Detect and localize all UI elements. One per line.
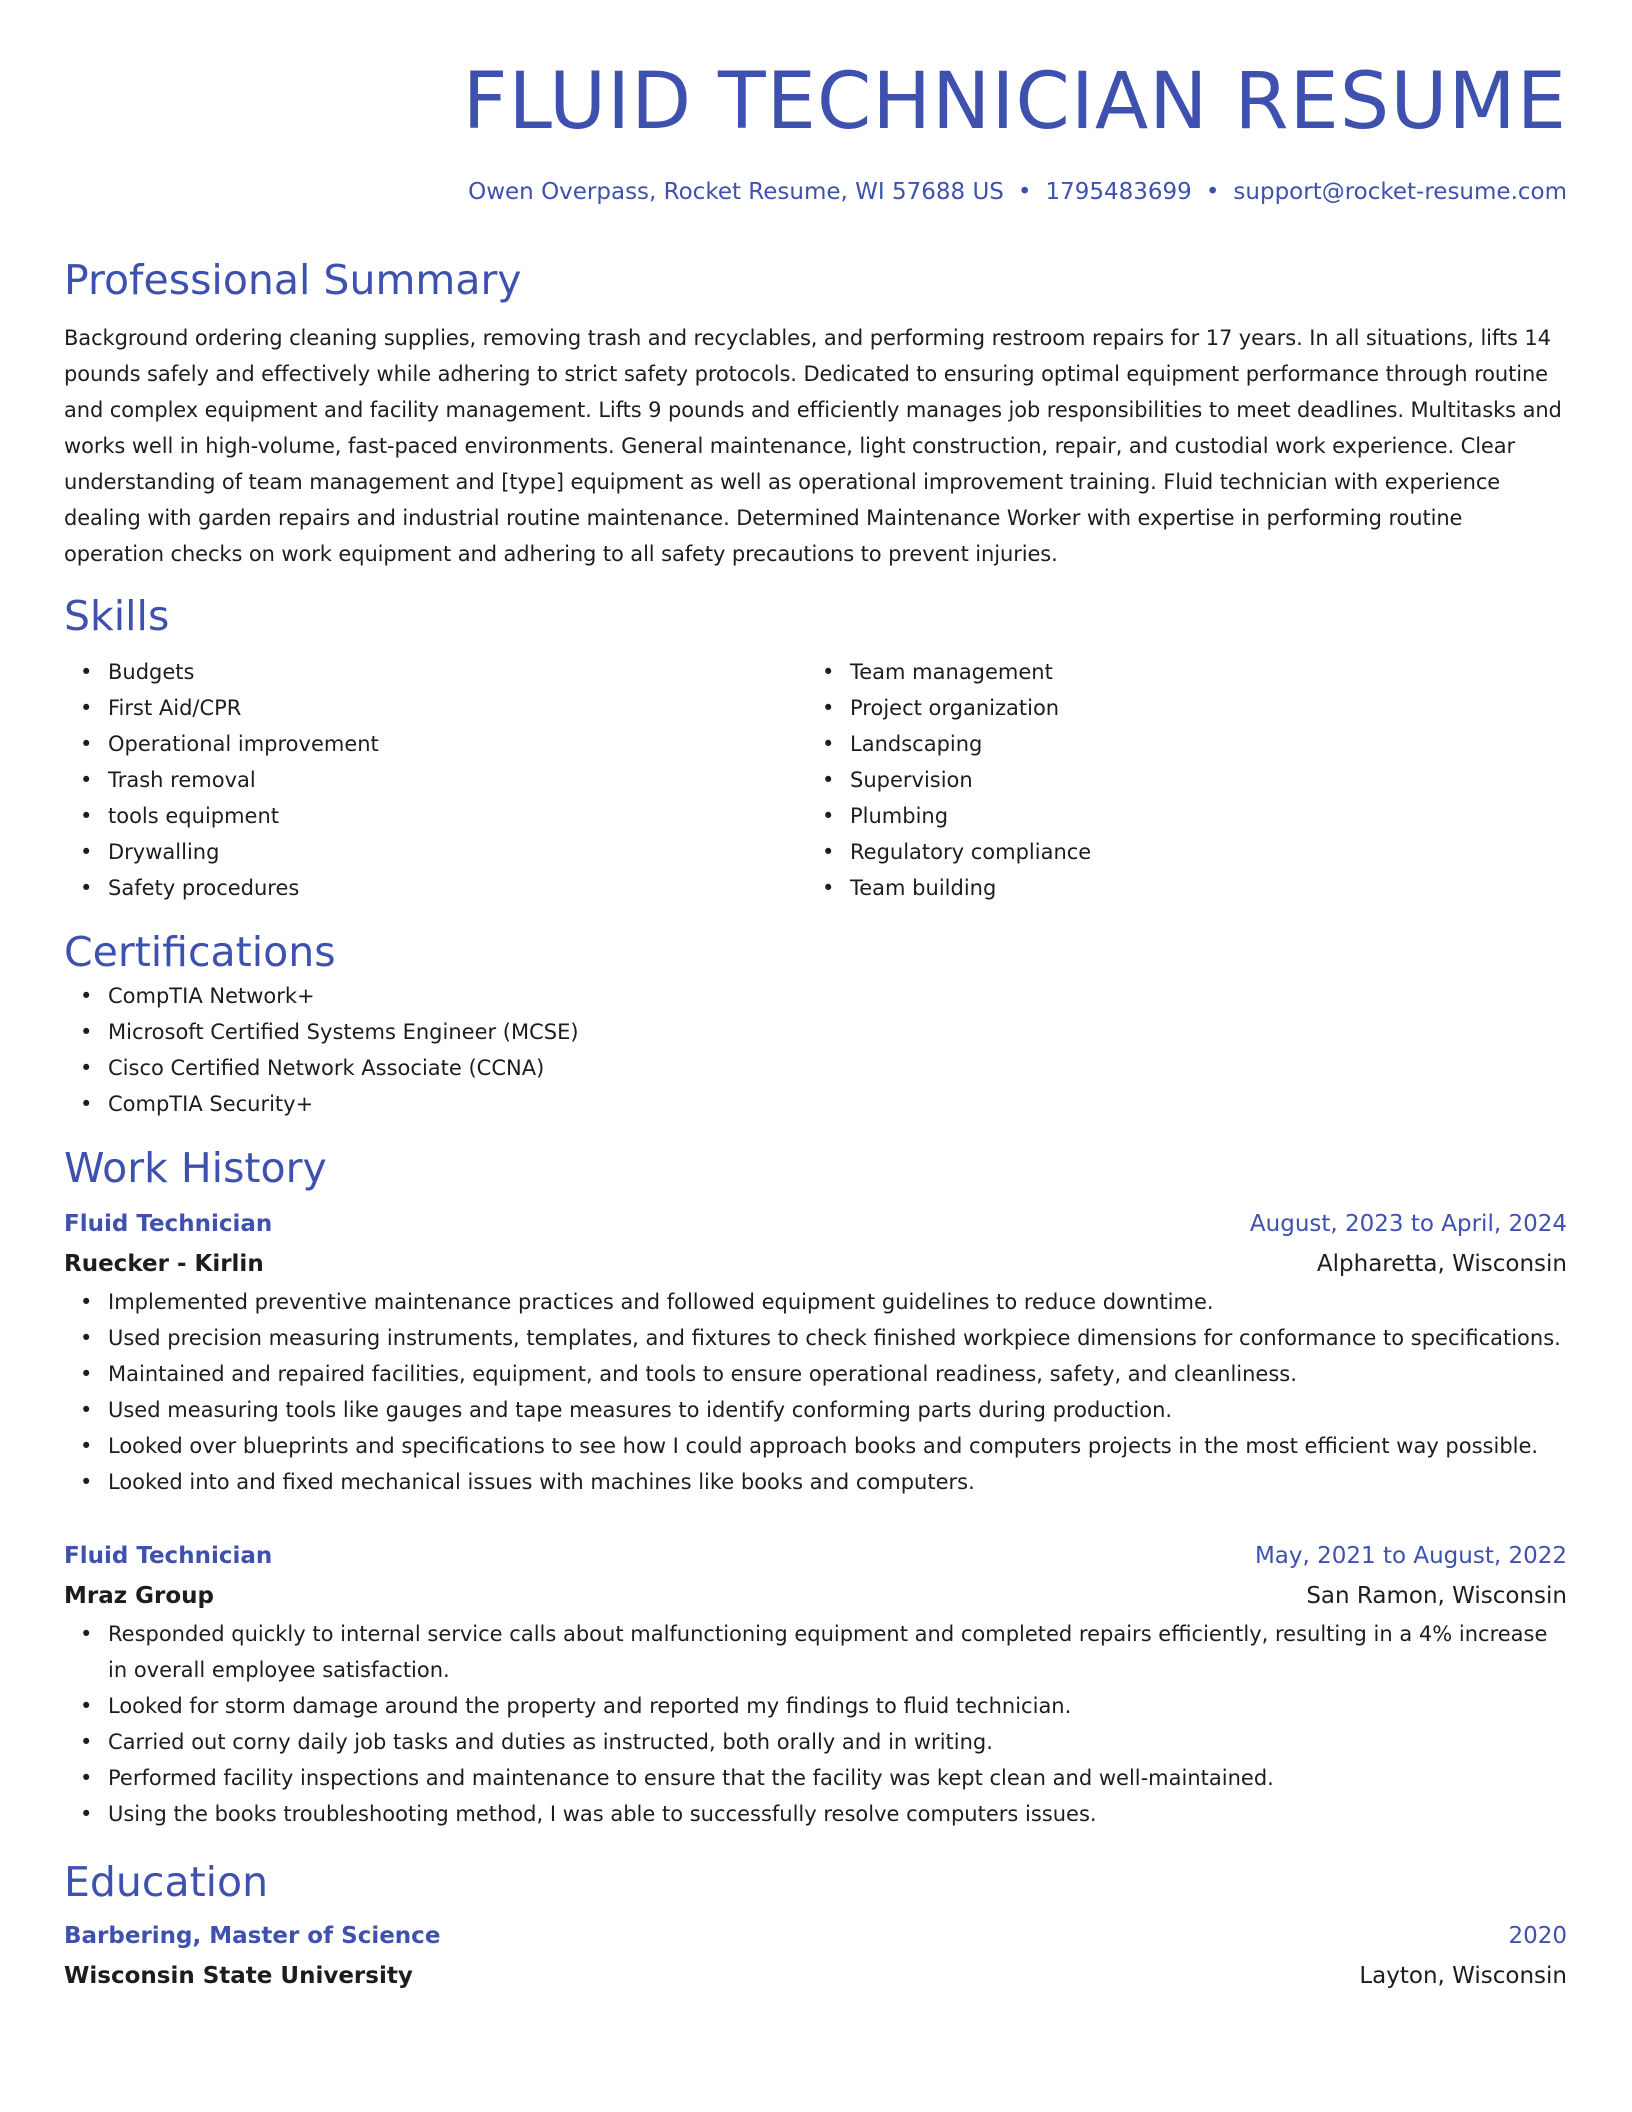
skill-item: • Drywalling [80, 840, 220, 864]
skill-item: • Supervision [822, 768, 973, 792]
duty-text: Used precision measuring instruments, templates, and fixtures to check finished workpiece dimensions for conformance to specifications. [108, 1326, 1561, 1350]
contact-address: Owen Overpass, Rocket Resume, WI 57688 US [468, 179, 1004, 205]
duty-item: • Used precision measuring instruments, templates, and fixtures to check finished workpiece dimensions for conformance to specifications. [80, 1326, 1561, 1350]
job-location: Alpharetta, Wisconsin [1316, 1251, 1567, 1277]
summary-text: Background ordering cleaning supplies, removing trash and recyclables, and performing restroom repairs for 17 years. In all situations, lifts 14 pounds safely and effectively while adhering to strict safety protocols. Dedicated to ensuring optimal equipment performance through routine and complex equipment and facility management. Lifts 9 pounds and efficiently manages job responsibilities to meet deadlines. Multitasks and works well in high-volume, fast-paced environments. General maintenance, light construction, repair, and custodial work experience. Clear understanding of team management and [type] equipment as well as operational improvement training. Fluid technician with experience dealing with garden repairs and industrial routine maintenance. Determined Maintenance Worker with expertise in performing routine operation checks on work equipment and adhering to all safety precautions to prevent injuries. [64, 326, 1562, 566]
job-employer-row [64, 1244, 1567, 1284]
job-role: Fluid Technician [64, 1211, 273, 1237]
job-company: Mraz Group [64, 1583, 215, 1609]
certification-item: • CompTIA Security+ [80, 1092, 314, 1116]
duty-text: Looked over blueprints and specifications to see how I could approach books and computers projects in the most efficient way possible. [108, 1434, 1539, 1458]
skill-label: Budgets [108, 660, 195, 684]
certification-label: Cisco Certified Network Associate (CCNA) [108, 1056, 545, 1080]
certification-label: CompTIA Network+ [108, 984, 315, 1008]
skill-label: Supervision [850, 768, 973, 792]
skill-item: • Team building [822, 876, 997, 900]
certification-item: • Cisco Certified Network Associate (CCNA) [80, 1056, 545, 1080]
certification-item: • Microsoft Certified Systems Engineer (MCSE) [80, 1020, 579, 1044]
contact-line [64, 176, 1567, 208]
resume-page [64, 0, 1567, 1996]
certifications-heading: Certifications [64, 928, 336, 976]
skill-item: • Plumbing [822, 804, 949, 828]
skill-item: • Team management [822, 660, 1053, 684]
job-entry [64, 1536, 1567, 1832]
skills-columns [64, 654, 1567, 906]
job-dates: May, 2021 to August, 2022 [1254, 1543, 1567, 1569]
education-school-row [64, 1956, 1567, 1996]
skill-label: Drywalling [108, 840, 220, 864]
education-degree: Barbering, Master of Science [64, 1923, 441, 1949]
duty-text: Responded quickly to internal service calls about malfunctioning equipment and completed repairs efficiently, resulting in a 4% increase in overall employee satisfaction. [108, 1622, 1548, 1682]
job-role-row [64, 1536, 1567, 1576]
duty-item: • Used measuring tools like gauges and tape measures to identify conforming parts during production. [80, 1398, 1173, 1422]
job-duties-list [64, 1616, 1567, 1832]
education-degree-row [64, 1916, 1567, 1956]
skill-label: tools equipment [108, 804, 280, 828]
duty-item: • Carried out corny daily job tasks and duties as instructed, both orally and in writing. [80, 1730, 993, 1754]
skills-list-left [64, 654, 806, 906]
skill-item: • Budgets [80, 660, 195, 684]
job-role-row [64, 1204, 1567, 1244]
certification-label: Microsoft Certified Systems Engineer (MCSE) [108, 1020, 579, 1044]
duty-item: • Maintained and repaired facilities, equipment, and tools to ensure operational readiness, safety, and cleanliness. [80, 1362, 1297, 1386]
job-company: Ruecker - Kirlin [64, 1251, 264, 1277]
contact-email: support@rocket-resume.com [1233, 179, 1567, 205]
skill-item: • Regulatory compliance [822, 840, 1092, 864]
skill-label: Team building [850, 876, 997, 900]
skill-label: Safety procedures [108, 876, 300, 900]
contact-separator: • [1017, 179, 1032, 205]
duty-text: Carried out corny daily job tasks and duties as instructed, both orally and in writing. [108, 1730, 993, 1754]
skill-item: • Safety procedures [80, 876, 300, 900]
duty-item: • Responded quickly to internal service calls about malfunctioning equipment and completed repairs efficiently, resulting in a 4% increase in overall employee satisfaction. [80, 1622, 1548, 1682]
resume-title: FLUID TECHNICIAN RESUME [462, 57, 1567, 147]
education-entry [64, 1916, 1567, 1996]
duty-item: • Looked for storm damage around the property and reported my findings to fluid technician. [80, 1694, 1072, 1718]
education-location: Layton, Wisconsin [1359, 1963, 1567, 1989]
duty-text: Looked into and fixed mechanical issues with machines like books and computers. [108, 1470, 975, 1494]
job-dates: August, 2023 to April, 2024 [1249, 1211, 1567, 1237]
skill-label: Plumbing [850, 804, 949, 828]
skill-label: Trash removal [108, 768, 256, 792]
skill-item: • Landscaping [822, 732, 983, 756]
duty-item: • Using the books troubleshooting method, I was able to successfully resolve computers issues. [80, 1802, 1097, 1826]
skill-label: Project organization [850, 696, 1060, 720]
skill-label: Landscaping [850, 732, 983, 756]
skill-label: Operational improvement [108, 732, 379, 756]
contact-separator: • [1205, 179, 1220, 205]
skills-heading: Skills [64, 592, 170, 640]
contact-phone: 1795483699 [1045, 179, 1192, 205]
skill-item: • tools equipment [80, 804, 280, 828]
certification-item: • CompTIA Network+ [80, 984, 315, 1008]
skill-item: • Operational improvement [80, 732, 379, 756]
skill-label: First Aid/CPR [108, 696, 242, 720]
skill-item: • Trash removal [80, 768, 256, 792]
duty-text: Maintained and repaired facilities, equipment, and tools to ensure operational readiness, safety, and cleanliness. [108, 1362, 1297, 1386]
duty-text: Using the books troubleshooting method, I was able to successfully resolve computers issues. [108, 1802, 1097, 1826]
duty-text: Performed facility inspections and maintenance to ensure that the facility was kept clean and well-maintained. [108, 1766, 1274, 1790]
skill-item: • First Aid/CPR [80, 696, 242, 720]
job-employer-row [64, 1576, 1567, 1616]
skills-list-right [806, 654, 1548, 906]
duty-item: • Looked over blueprints and specifications to see how I could approach books and computers projects in the most efficient way possible. [80, 1434, 1539, 1458]
skill-item: • Project organization [822, 696, 1060, 720]
duty-text: Implemented preventive maintenance practices and followed equipment guidelines to reduce downtime. [108, 1290, 1214, 1314]
work-history-heading: Work History [64, 1144, 327, 1192]
job-role: Fluid Technician [64, 1543, 273, 1569]
job-entry [64, 1204, 1567, 1500]
certification-label: CompTIA Security+ [108, 1092, 314, 1116]
duty-text: Used measuring tools like gauges and tape measures to identify conforming parts during production. [108, 1398, 1173, 1422]
duty-item: • Looked into and fixed mechanical issues with machines like books and computers. [80, 1470, 975, 1494]
education-year: 2020 [1508, 1923, 1567, 1949]
certifications-list [64, 978, 1567, 1122]
skill-label: Team management [850, 660, 1053, 684]
job-location: San Ramon, Wisconsin [1306, 1583, 1567, 1609]
duty-text: Looked for storm damage around the property and reported my findings to fluid technician. [108, 1694, 1072, 1718]
duty-item: • Implemented preventive maintenance practices and followed equipment guidelines to reduce downtime. [80, 1290, 1214, 1314]
skill-label: Regulatory compliance [850, 840, 1092, 864]
summary-heading: Professional Summary [64, 256, 522, 304]
job-duties-list [64, 1284, 1567, 1500]
education-school: Wisconsin State University [64, 1963, 413, 1989]
duty-item: • Performed facility inspections and maintenance to ensure that the facility was kept clean and well-maintained. [80, 1766, 1274, 1790]
education-heading: Education [64, 1858, 269, 1906]
